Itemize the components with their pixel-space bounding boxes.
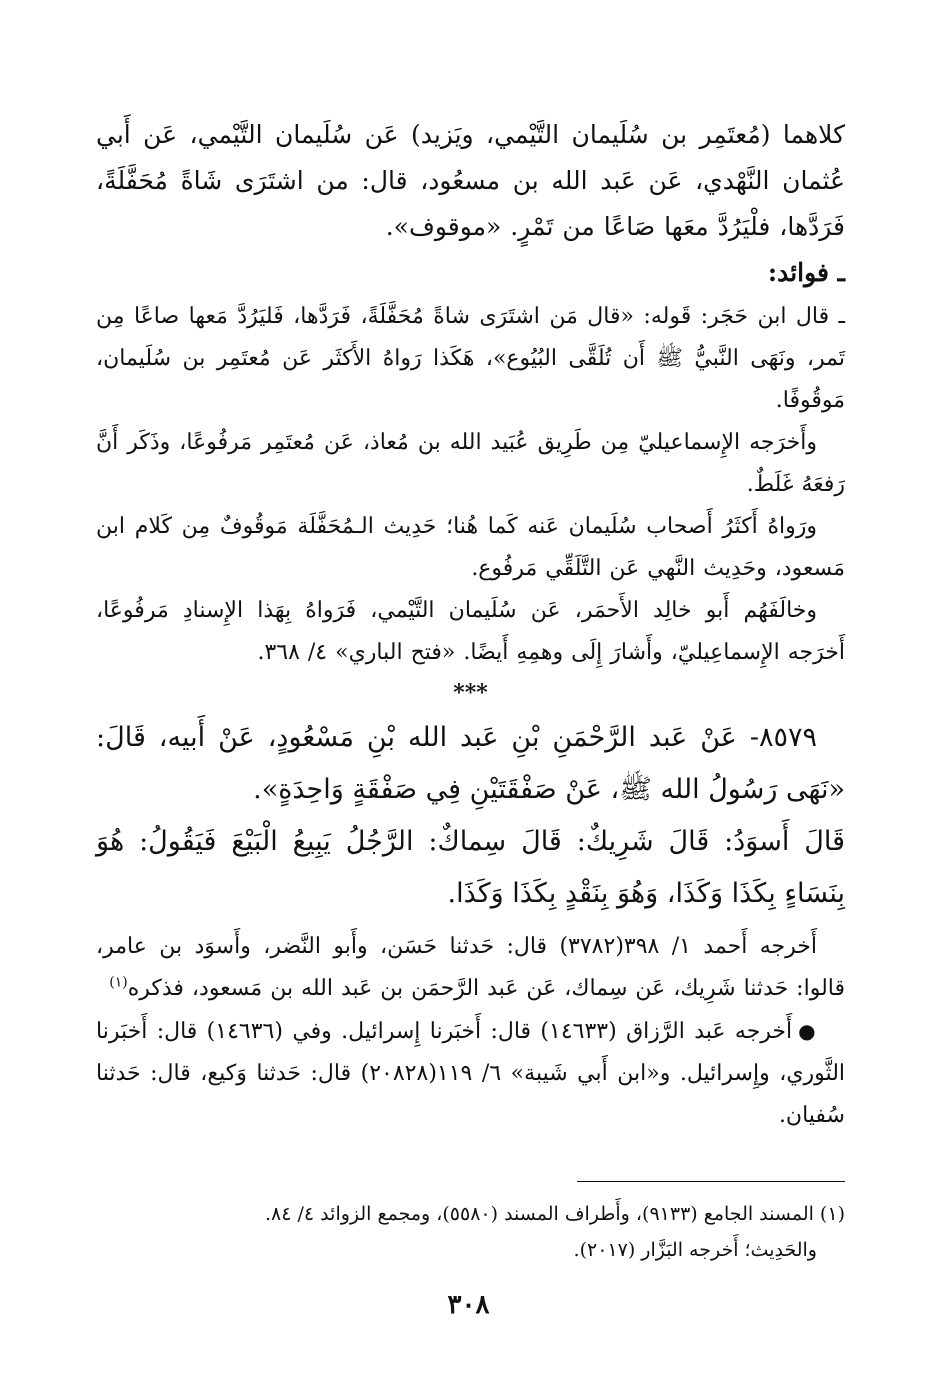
footnote-1-continuation: والحَدِيث؛ أَخرجه البَزَّار (٢٠١٧). <box>573 1239 817 1261</box>
footnote-divider <box>577 1181 845 1182</box>
bullet-icon: ● <box>798 1019 817 1043</box>
fawaid-paragraph-2: وأَخرَجه الإِسماعيليّ مِن طَرِيق عُبَيد الله بن مُعاذ، عَن مُعتَمِر مَرفُوعًا، وذَكَر أَنَّ رَفعَهُ غَلَطٌ. <box>96 430 845 497</box>
footnotes <box>96 1196 845 1268</box>
fawaid-paragraph-3: ورَواهُ أَكثَرُ أَصحاب سُلَيمان عَنه كَما هُنا؛ حَدِيث الـمُحَفَّلَة مَوقُوفٌ مِن كَلام ابن مَسعود، وحَدِيث النَّهي عَن التَّلَقِّي مَرفُوع. <box>96 514 845 581</box>
section-separator: *** <box>453 680 488 706</box>
takhrij-text: أَخرجه أَحمد ١/ ٣٩٨(٣٧٨٢) قال: حَدثنا حَسَن، وأَبو النَّضر، وأَسوَد بن عامر، قالوا: حَدثنا شَرِيك، عَن سِماك، عَن عَبد الرَّحمَن بن عَبد الله بن مَسعود، فذكره <box>96 934 845 1001</box>
fawaid-paragraph-1: ـ قال ابن حَجَر: قَوله: «قال مَن اشتَرَى شاةً مُحَفَّلَةً، فَرَدَّها، فَليَرُدَّ مَعها صاعًا مِن تَمر، ونَهَى النَّبيُّ ﷺ أَن تُلَقَّى البُيُوع»، هَكَذا رَواهُ الأَكثَر عَن مُعتَمِر بن سُلَيمان، مَوقُوفًا. <box>96 304 845 413</box>
fawaid-paragraph-4: وخالَفَهُم أَبو خالِد الأَحمَر، عَن سُلَيمان التَّيْمي، فَرَواهُ بِهَذا الإِسنادِ مَرفُوعًا، أَخرَجه الإِسماعِيليّ، وأَشارَ إِلَى وهمِهِ أَيضًا. «فتح الباري» ٤/ ٣٦٨. <box>96 598 845 665</box>
page-number: ٣٠٨ <box>447 1290 490 1320</box>
takhrij-paragraph-2 <box>96 1010 845 1137</box>
intro-paragraph: كلاهما (مُعتَمِر بن سُلَيمان التَّيْمي، ويَزيد) عَن سُلَيمان التَّيْمي، عَن أَبي عُثمان النَّهْدي، عَن عَبد الله بن مسعُود، قال: من اشتَرَى شَاةً مُحَفَّلَةً، فَرَدَّها، فلْيَرُدَّ معَها صَاعًا من تَمْرٍ. «موقوف». <box>96 120 845 241</box>
fawaid-heading: ـ فوائد: <box>767 258 845 287</box>
footnote-marker[interactable]: (١) <box>109 974 128 991</box>
footnote-1: (١) المسند الجامع (٩١٣٣)، وأَطراف المسند (٥٥٨٠)، ومجمع الزوائد ٤/ ٨٤. <box>265 1203 845 1225</box>
page-body <box>96 112 845 1380</box>
hadith-commentary: قَالَ أَسوَدُ: قَالَ شَرِيكٌ: قَالَ سِماكٌ: الرَّجُلُ يَبِيعُ الْبَيْعَ فَيَقُولُ: هُوَ بِنَسَاءٍ بِكَذَا وَكَذَا، وَهُوَ بِنَقْدٍ بِكَذَا وَكَذَا. <box>96 826 845 909</box>
takhrij-text-2: أَخرجه عَبد الرَّزاق (١٤٦٣٣) قال: أَخبَرنا إِسرائيل. وفي (١٤٦٣٦) قال: أَخبَرنا الثَّوري، وإِسرائيل. و«ابن أَبي شَيبة» ٦/ ١١٩(٢٠٨٢٨) قال: حَدثنا وَكيع، قال: حَدثنا سُفيان. <box>96 1019 846 1128</box>
hadith-text: ٨٥٧٩- عَنْ عَبد الرَّحْمَنِ بْنِ عَبد الله بْنِ مَسْعُودٍ، عَنْ أَبيه، قَالَ: «نَهَى رَسُولُ الله ﷺ، عَنْ صَفْقَتَيْنِ فِي صَفْقَةٍ وَاحِدَةٍ». <box>96 722 845 805</box>
takhrij-paragraph-1 <box>96 926 845 1010</box>
